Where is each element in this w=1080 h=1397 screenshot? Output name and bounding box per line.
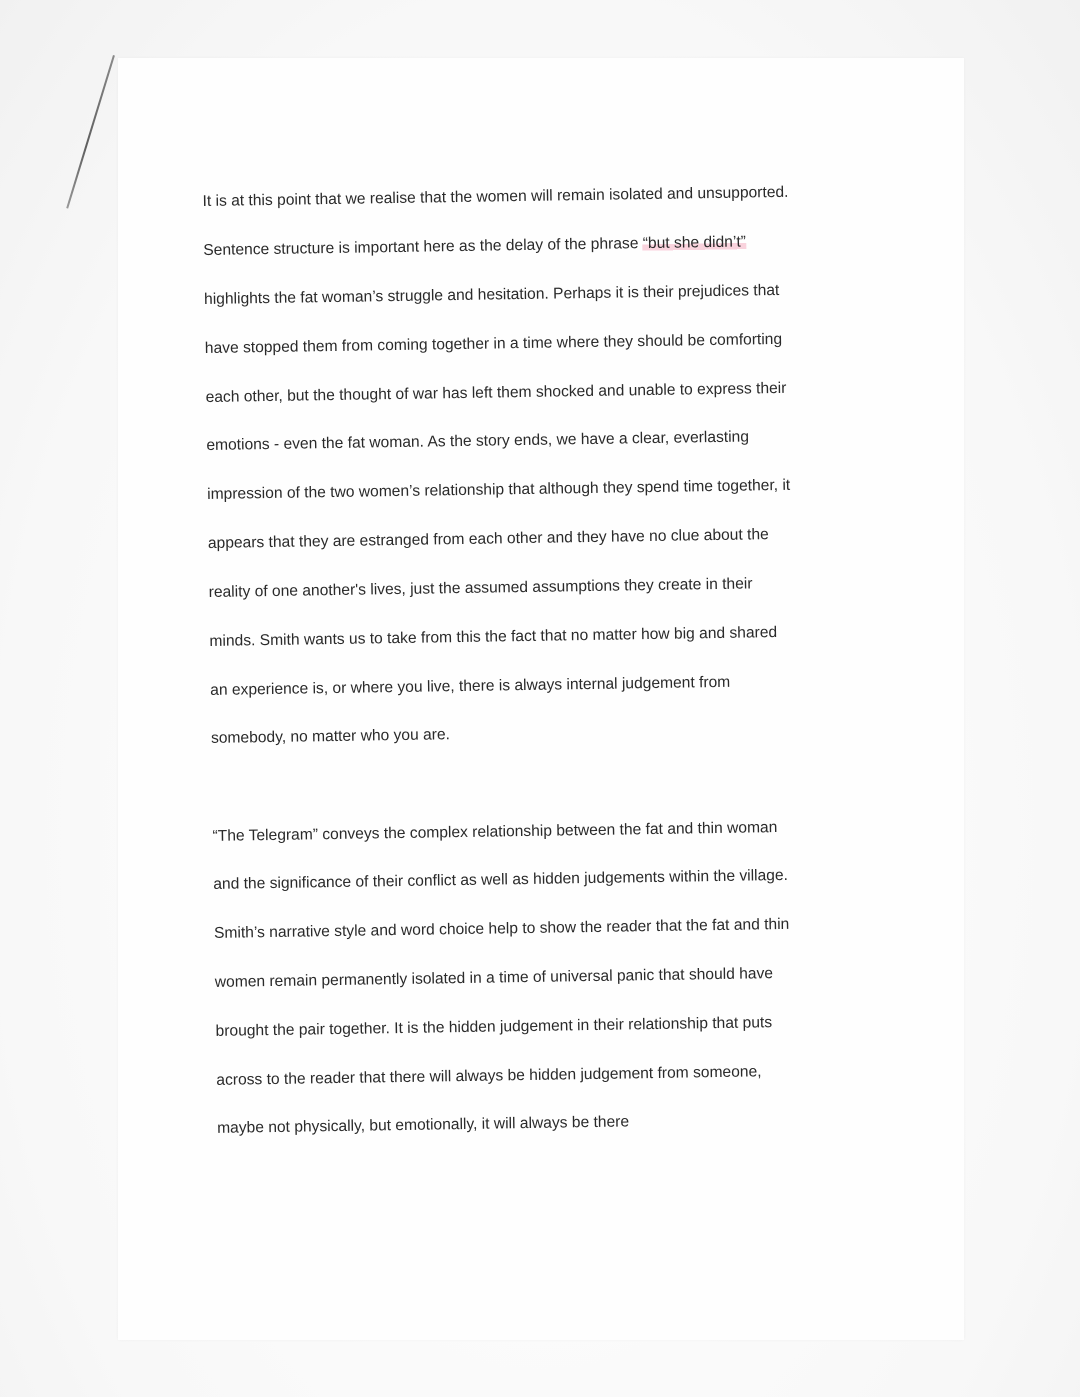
highlighter-mark: “but she didn’t”: [642, 233, 747, 253]
text-line: minds. Smith wants us to take from this the fact that no matter how big and shared: [209, 623, 778, 650]
text-line: somebody, no matter who you are.: [210, 726, 451, 748]
text-line: each other, but the thought of war has left them shocked and unable to express their: [205, 379, 787, 406]
paragraph-1: [202, 156, 872, 776]
text-line: and the significance of their conflict as well as hidden judgements within the village.: [213, 867, 789, 894]
text-line: Sentence structure is important here as the delay of the phrase “but she didn’t”: [203, 233, 747, 260]
document-body: [202, 156, 878, 1166]
text-line: highlights the fat woman’s struggle and hesitation. Perhaps it is their prejudices that: [203, 281, 780, 309]
text-line: Smith’s narrative style and word choice help to show the reader that the fat and thin: [213, 916, 790, 943]
text-line: It is at this point that we realise that the women will remain isolated and unsupported.: [202, 184, 789, 211]
text-line: “The Telegram” conveys the complex relationship between the fat and thin woman: [212, 818, 778, 845]
paragraph-2: [212, 790, 878, 1166]
text-line: across to the reader that there will always be hidden judgement from someone,: [216, 1062, 762, 1089]
text-line: appears that they are estranged from each other and they have no clue about the: [207, 526, 769, 553]
text-line: reality of one another's lives, just the assumed assumptions they create in their: [208, 575, 753, 601]
text-line: women remain permanently isolated in a time of universal panic that should have: [214, 965, 774, 991]
text-line-highlighted: [203, 229, 863, 264]
text-line: maybe not physically, but emotionally, it will always be there: [216, 1113, 630, 1138]
text-line: emotions - even the fat woman. As the story ends, we have a clear, everlasting: [206, 428, 750, 455]
text-line: brought the pair together. It is the hidden judgement in their relationship that puts: [215, 1013, 773, 1040]
text-line: have stopped them from coming together in a time where they should be comforting: [204, 330, 783, 357]
text-line: an experience is, or where you live, there is always internal judgement from: [210, 673, 731, 699]
text-line: impression of the two women’s relationship that although they spend time together, it: [207, 477, 791, 504]
